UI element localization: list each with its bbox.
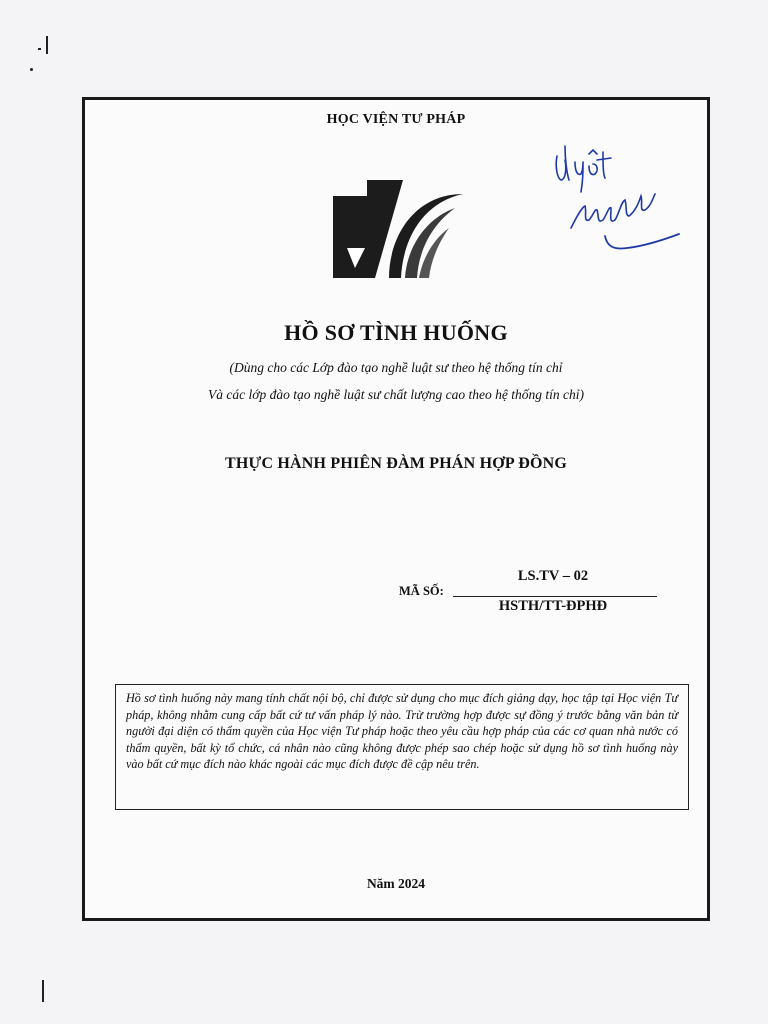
code-label: MÃ SỐ: [399,584,444,598]
confidentiality-notice [115,684,689,810]
subtitle-line-1: (Dùng cho các Lớp đào tạo nghề luật sư theo hệ thống tín chỉ [229,360,563,375]
notice-text: Hồ sơ tình huống này mang tính chất nội bộ, chỉ được sử dụng cho mục đích giảng dạy, học tập tại Học viện Tư pháp, không nhằm cung cấp bất cứ tư vấn pháp lý nào. Trừ trường hợp được sự đồng ý trước bằng văn bản từ người đại diện có thẩm quyền của Học viện Tư pháp hoặc theo yêu cầu hợp pháp của các cơ quan nhà nước có thẩm quyền, bất kỳ tổ chức, cá nhân nào cũng không được phép sao chép hoặc sử dụng hồ sơ tình huống này vào bất cứ mục đích nào khác ngoài các mục đích được đề cập nêu trên. [126,691,678,772]
cover-frame [82,97,710,921]
scan-mark [42,980,44,1002]
document-title: HỒ SƠ TÌNH HUỐNG [284,320,508,345]
academy-logo-icon [331,176,465,280]
handwritten-signature [545,136,685,258]
publication-year: Năm 2024 [366,876,426,891]
code-value-primary: LS.TV – 02 [517,568,589,584]
scan-mark [46,36,48,54]
institution-name: HỌC VIỆN TƯ PHÁP [326,112,466,127]
scan-mark [38,48,41,50]
code-divider [453,596,657,597]
subtitle-line-2: Và các lớp đào tạo nghề luật sư chất lượng cao theo hệ thống tín chỉ) [208,387,584,402]
code-value-secondary: HSTH/TT-ĐPHĐ [498,598,608,614]
course-title: THỰC HÀNH PHIÊN ĐÀM PHÁN HỢP ĐỒNG [225,455,567,472]
scan-mark [30,68,33,71]
